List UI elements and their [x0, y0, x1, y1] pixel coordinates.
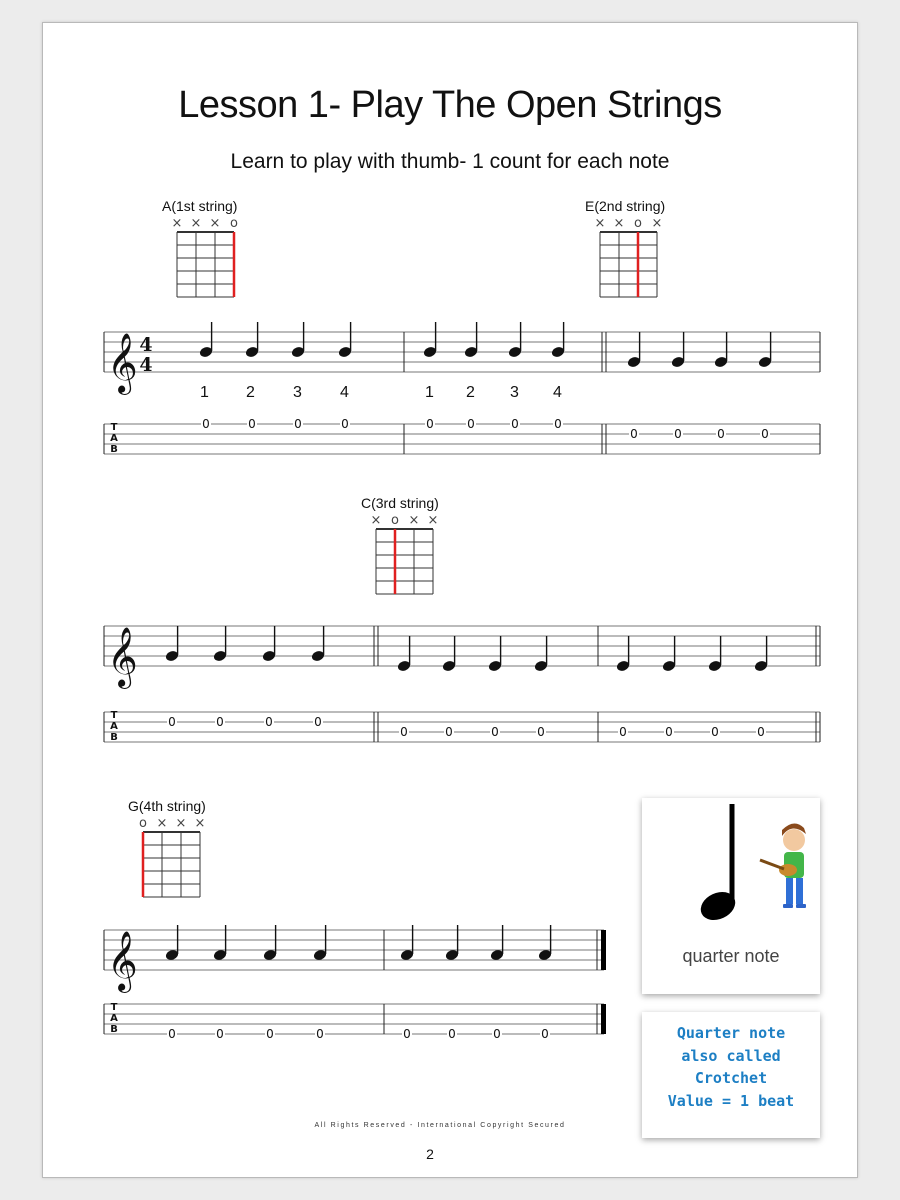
string-marker: o [634, 216, 642, 231]
treble-clef-icon: 𝄞 [107, 931, 138, 991]
string-marker: × [408, 513, 420, 528]
quarter-note-label: quarter note [682, 946, 780, 966]
string-marker: × [613, 216, 625, 231]
string-marker: × [370, 513, 382, 528]
string-marker: o [391, 513, 399, 528]
tab-fret-number: 0 [316, 1027, 324, 1041]
tab-fret-number: 0 [168, 1027, 176, 1041]
tab-fret-number: 0 [537, 725, 545, 739]
tab-fret-number: 0 [467, 417, 475, 431]
info-line: also called [681, 1046, 781, 1065]
tab-fret-number: 0 [248, 417, 256, 431]
tab-fret-number: 0 [711, 725, 719, 739]
tab-fret-number: 0 [341, 417, 349, 431]
count-number: 4 [553, 384, 562, 401]
count-number: 1 [425, 384, 434, 401]
tab-fret-number: 0 [265, 715, 273, 729]
count-number: 2 [246, 384, 255, 401]
copyright-notice: All Rights Reserved - International Copyright Secured [314, 1122, 566, 1129]
tab-fret-number: 0 [757, 725, 765, 739]
lesson-title: Lesson 1- Play The Open Strings [178, 84, 722, 126]
quarter-note-illustration [642, 798, 820, 948]
tab-fret-number: 0 [554, 417, 562, 431]
string-marker: × [651, 216, 663, 231]
final-barline [601, 930, 606, 970]
final-barline [601, 1004, 606, 1034]
string-marker: × [594, 216, 606, 231]
quarter-note-card [642, 798, 820, 994]
tab-fret-number: 0 [445, 725, 453, 739]
count-number: 3 [293, 384, 302, 401]
tab-fret-number: 0 [717, 427, 725, 441]
tab-fret-number: 0 [511, 417, 519, 431]
tab-fret-number: 0 [216, 715, 224, 729]
tab-fret-number: 0 [314, 715, 322, 729]
page-number: 2 [426, 1146, 434, 1162]
string-marker: × [194, 816, 206, 831]
chord-a-label: A(1st string) [162, 198, 238, 214]
string-marker: × [156, 816, 168, 831]
tab-fret-number: 0 [541, 1027, 549, 1041]
tab-fret-number: 0 [168, 715, 176, 729]
tab-fret-number: 0 [630, 427, 638, 441]
tab-clef-letter: A [110, 433, 118, 444]
info-line: Quarter note [676, 1024, 786, 1042]
tab-fret-number: 0 [216, 1027, 224, 1041]
tab-fret-number: 0 [665, 725, 673, 739]
tab-fret-number: 0 [266, 1027, 274, 1041]
info-line: Crotchet [694, 1069, 768, 1087]
tab-fret-number: 0 [761, 427, 769, 441]
tab-clef-letter: A [110, 721, 118, 732]
string-marker: × [175, 816, 187, 831]
time-signature-bottom: 4 [139, 354, 153, 376]
string-marker: × [209, 216, 221, 231]
treble-clef-icon: 𝄞 [107, 333, 138, 393]
tab-clef-letter: B [110, 1024, 118, 1035]
count-number: 4 [340, 384, 349, 401]
tab-fret-number: 0 [448, 1027, 456, 1041]
string-marker: × [190, 216, 202, 231]
count-number: 2 [466, 384, 475, 401]
tab-fret-number: 0 [426, 417, 434, 431]
tab-fret-number: 0 [403, 1027, 411, 1041]
tab-clef-letter: B [110, 732, 118, 743]
chord-c-label: C(3rd string) [361, 495, 439, 511]
info-card [642, 1012, 820, 1138]
tab-clef-letter: T [110, 1002, 118, 1013]
tab-clef-letter: T [110, 422, 118, 433]
tab-fret-number: 0 [491, 725, 499, 739]
chord-e-label: E(2nd string) [585, 198, 666, 214]
string-marker: × [427, 513, 439, 528]
time-signature-top: 4 [139, 334, 153, 356]
tab-fret-number: 0 [493, 1027, 501, 1041]
chord-g-label: G(4th string) [128, 798, 206, 814]
tab-fret-number: 0 [674, 427, 682, 441]
treble-clef-icon: 𝄞 [107, 627, 138, 687]
count-number: 1 [200, 384, 209, 401]
info-line: Value = 1 beat [667, 1091, 795, 1110]
lesson-subtitle: Learn to play with thumb- 1 count for each note [230, 150, 670, 173]
tab-fret-number: 0 [202, 417, 210, 431]
string-marker: o [230, 216, 238, 231]
tab-clef-letter: B [110, 444, 118, 455]
tab-fret-number: 0 [400, 725, 408, 739]
string-marker: × [171, 216, 183, 231]
string-marker: o [139, 816, 147, 831]
tab-clef-letter: A [110, 1013, 118, 1024]
count-number: 3 [510, 384, 519, 401]
boy-with-ukulele-icon [760, 823, 806, 908]
tab-clef-letter: T [110, 710, 118, 721]
tab-fret-number: 0 [619, 725, 627, 739]
tab-fret-number: 0 [294, 417, 302, 431]
